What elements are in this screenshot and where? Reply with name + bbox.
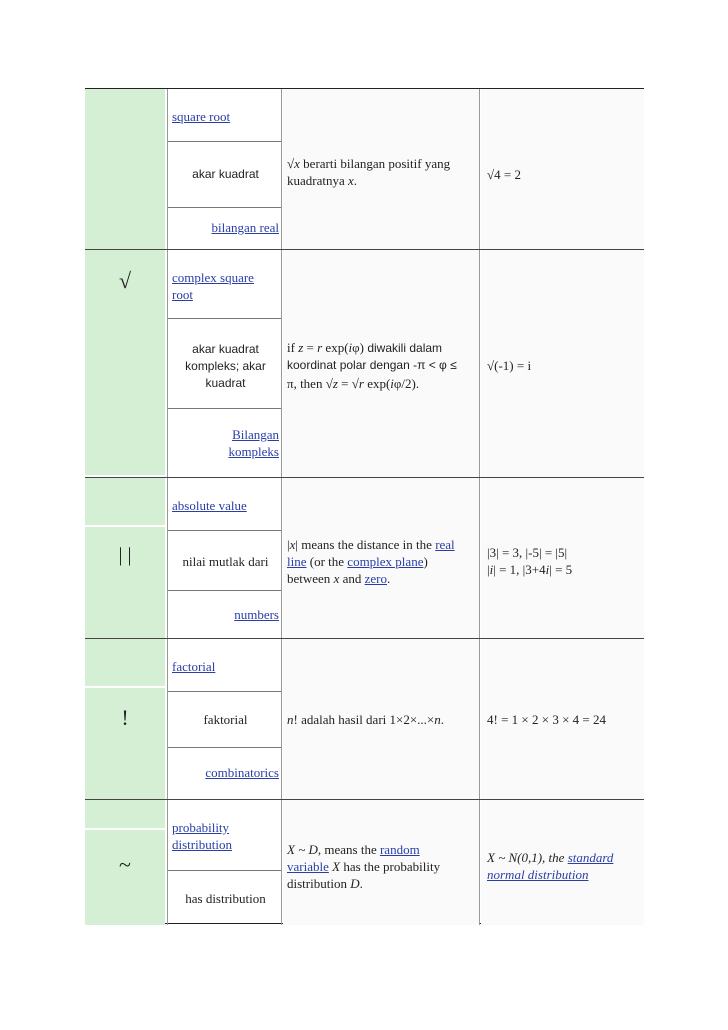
description-cell bbox=[283, 250, 480, 477]
description-line-3: distribution D. bbox=[287, 876, 363, 891]
description-line-3: between x and zero. bbox=[287, 571, 391, 586]
example-line-1: |3| = 3, |-5| = |5| bbox=[487, 545, 568, 560]
symbol-cell bbox=[85, 800, 165, 925]
read-as-text: akar kuadrat bbox=[192, 167, 259, 181]
symbol-cell bbox=[85, 89, 165, 249]
description-line-2: koordinat polar dengan -π < φ ≤ bbox=[287, 358, 457, 372]
read-as-text: faktorial bbox=[203, 712, 248, 727]
description-line-1: if z = r exp(iφ) diwakili dalam bbox=[287, 340, 443, 355]
normal-distribution-link[interactable]: normal distribution bbox=[487, 867, 589, 882]
example-line-1: X ~ N(0,1), the standard bbox=[487, 850, 614, 865]
example-text: √4 = 2 bbox=[487, 167, 521, 182]
name-link-line-2[interactable]: distribution bbox=[172, 837, 232, 852]
category-link[interactable]: numbers bbox=[234, 607, 279, 622]
read-as-line-2: kompleks; akar bbox=[185, 359, 266, 373]
category-link-line-1[interactable]: Bilangan bbox=[232, 427, 279, 442]
description-line-2: variable X has the probability bbox=[287, 859, 441, 874]
category-link-line-2[interactable]: kompleks bbox=[228, 444, 279, 459]
example-cell bbox=[481, 478, 644, 638]
names-cell bbox=[167, 478, 282, 638]
description-text: n! adalah hasil dari 1×2×...×n. bbox=[287, 712, 445, 727]
example-cell bbox=[481, 800, 644, 925]
absolute-value-symbol: | | bbox=[118, 544, 132, 566]
name-link[interactable]: factorial bbox=[172, 659, 216, 674]
table-row-factorial bbox=[85, 638, 644, 799]
read-as-line-3: kuadrat bbox=[205, 376, 246, 390]
symbol-cell bbox=[85, 639, 165, 799]
zero-link[interactable]: zero bbox=[364, 571, 387, 586]
sqrt-symbol: √ bbox=[118, 268, 132, 293]
name-link-line-1[interactable]: probability bbox=[172, 820, 230, 835]
category-link[interactable]: bilangan real bbox=[211, 220, 279, 235]
example-text: 4! = 1 × 2 × 3 × 4 = 24 bbox=[487, 712, 606, 727]
description-line-3: π, then √z = √r exp(iφ/2). bbox=[287, 376, 420, 391]
description-line-2: line (or the complex plane) bbox=[287, 554, 428, 569]
example-cell bbox=[481, 89, 644, 249]
table-row-absolute-value bbox=[85, 477, 644, 638]
names-cell bbox=[167, 89, 282, 249]
example-line-2: |i| = 1, |3+4i| = 5 bbox=[487, 562, 573, 577]
name-link[interactable]: square root bbox=[172, 109, 231, 124]
tilde-symbol: ~ bbox=[119, 852, 131, 877]
description-cell bbox=[283, 639, 480, 799]
read-as-text: has distribution bbox=[185, 891, 266, 906]
description-text: √x berarti bilangan positif yang kuadratnya x. bbox=[287, 156, 451, 188]
real-link[interactable]: real bbox=[435, 537, 455, 552]
category-link[interactable]: combinatorics bbox=[205, 765, 279, 780]
read-as-line-1: akar kuadrat bbox=[192, 342, 259, 356]
names-cell bbox=[167, 800, 282, 925]
description-cell bbox=[283, 89, 480, 249]
name-link-line-2[interactable]: root bbox=[172, 287, 193, 302]
example-cell bbox=[481, 639, 644, 799]
line-link[interactable]: line bbox=[287, 554, 307, 569]
description-line-1: |x| means the distance in the real bbox=[287, 537, 455, 552]
example-line-2 bbox=[487, 866, 589, 883]
symbol-cell bbox=[85, 250, 165, 477]
names-cell bbox=[167, 250, 282, 477]
read-as-text: nilai mutlak dari bbox=[182, 554, 269, 569]
factorial-symbol: ! bbox=[121, 705, 129, 730]
symbol-cell bbox=[85, 478, 165, 638]
name-link[interactable]: absolute value bbox=[172, 498, 247, 513]
description-cell bbox=[283, 800, 480, 925]
standard-link[interactable]: standard bbox=[567, 850, 614, 865]
table-row-square-root bbox=[85, 89, 644, 249]
names-cell bbox=[167, 639, 282, 799]
variable-link[interactable]: variable bbox=[287, 859, 329, 874]
example-text: √(-1) = i bbox=[487, 358, 532, 373]
name-link-line-1[interactable]: complex square bbox=[172, 270, 254, 285]
table-row-probability-distribution bbox=[85, 799, 644, 925]
complex-plane-link[interactable]: complex plane bbox=[347, 554, 424, 569]
description-cell bbox=[283, 478, 480, 638]
example-cell bbox=[481, 250, 644, 477]
description-line-1: X ~ D, means the random bbox=[287, 842, 420, 857]
table-row-complex-square-root bbox=[85, 249, 644, 477]
symbol-table bbox=[85, 88, 644, 924]
random-link[interactable]: random bbox=[379, 842, 420, 857]
